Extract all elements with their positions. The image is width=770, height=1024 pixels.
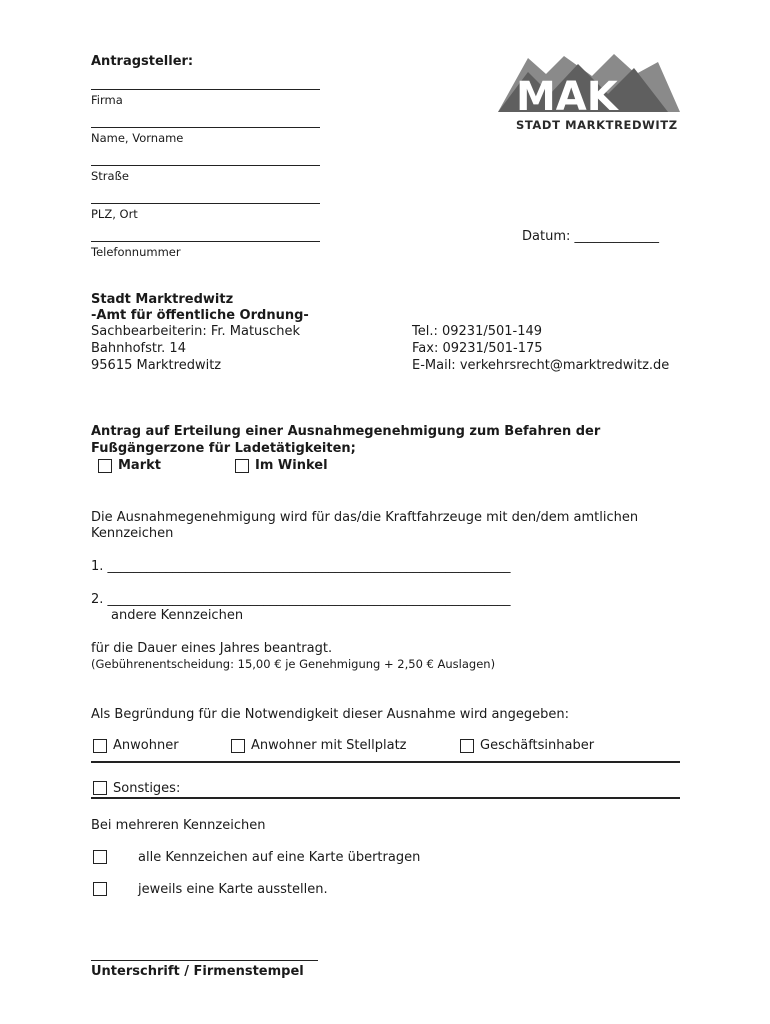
intro-line2: Kennzeichen [91,526,174,541]
authority-phone: Tel.: 09231/501-149 [412,324,543,339]
name-label: Name, Vorname [91,131,184,145]
divider [91,761,680,763]
logo-caption: STADT MARKTREDWITZ [516,118,678,132]
street-label: Straße [91,169,129,183]
anwohner-stellplatz-checkbox[interactable] [231,739,245,753]
authority-city: 95615 Marktredwitz [91,358,222,373]
authority-department: -Amt für öffentliche Ordnung- [91,308,309,323]
multi-plates-label: Bei mehreren Kennzeichen [91,818,266,833]
applicant-heading: Antragsteller: [91,54,194,69]
phone-label: Telefonnummer [91,245,181,259]
anwohner-stellplatz-label: Anwohner mit Stellplatz [251,738,407,753]
street-line[interactable] [91,165,320,166]
signature-label: Unterschrift / Firmenstempel [91,964,304,979]
separate-cards-checkbox[interactable] [93,882,107,896]
date-field[interactable]: Datum: _____________ [522,229,659,244]
other-plates-label: andere Kennzeichen [111,608,244,623]
intro-line1: Die Ausnahmegenehmigung wird für das/die Kraftfahrzeuge mit den/dem amtlichen [91,510,639,525]
form-title-line2: Fußgängerzone für Ladetätigkeiten; [91,441,356,456]
markt-checkbox[interactable] [98,459,112,473]
markt-label: Markt [118,458,161,473]
logo-letters: MAK [516,74,618,116]
zip-city-line[interactable] [91,203,320,204]
authority-fax: Fax: 09231/501-175 [412,341,543,356]
plate-2-field[interactable]: 2. ______________________________________________________________ [91,592,511,607]
anwohner-label: Anwohner [113,738,179,753]
im-winkel-label: Im Winkel [255,458,328,473]
signature-line[interactable] [91,960,318,961]
plate-1-field[interactable]: 1. ______________________________________________________________ [91,559,511,574]
separate-cards-label: jeweils eine Karte ausstellen. [138,882,328,897]
firma-label: Firma [91,93,123,107]
authority-street: Bahnhofstr. 14 [91,341,186,356]
mountain-logo-icon [498,54,680,116]
sonstiges-label: Sonstiges: [113,781,181,796]
geschaeftsinhaber-label: Geschäftsinhaber [480,738,595,753]
name-line[interactable] [91,127,320,128]
city-logo [498,54,680,134]
im-winkel-checkbox[interactable] [235,459,249,473]
authority-name: Stadt Marktredwitz [91,292,234,307]
zip-city-label: PLZ, Ort [91,207,138,221]
phone-line[interactable] [91,241,320,242]
form-title-line1: Antrag auf Erteilung einer Ausnahmegenehmigung zum Befahren der [91,424,601,439]
anwohner-checkbox[interactable] [93,739,107,753]
authority-email[interactable]: E-Mail: verkehrsrecht@marktredwitz.de [412,358,670,373]
authority-clerk: Sachbearbeiterin: Fr. Matuschek [91,324,300,339]
firma-line[interactable] [91,89,320,90]
reason-label: Als Begründung für die Notwendigkeit dieser Ausnahme wird angegeben: [91,707,570,722]
fee-text: (Gebührenentscheidung: 15,00 € je Genehmigung + 2,50 € Auslagen) [91,657,496,671]
one-card-checkbox[interactable] [93,850,107,864]
geschaeftsinhaber-checkbox[interactable] [460,739,474,753]
one-card-label: alle Kennzeichen auf eine Karte übertragen [138,850,421,865]
duration-text: für die Dauer eines Jahres beantragt. [91,641,333,656]
sonstiges-line[interactable] [91,797,680,799]
sonstiges-checkbox[interactable] [93,781,107,795]
